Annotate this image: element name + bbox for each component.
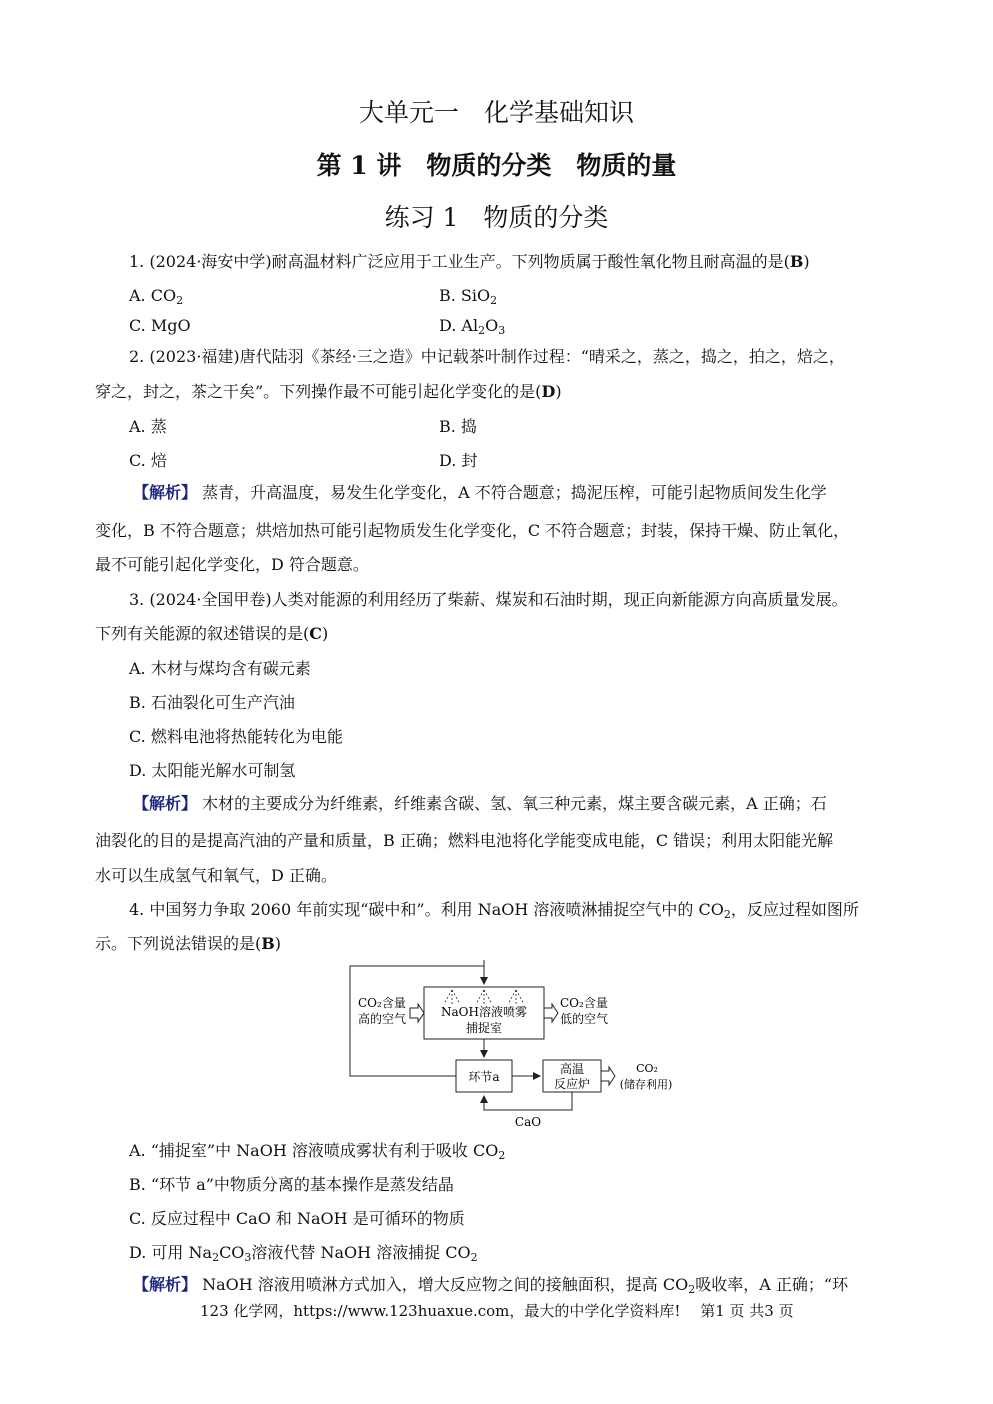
q2-stem-line2: 穿之，封之，茶之干矣”。下列操作最不可能引起化学变化的是(D) [95,382,562,401]
q2-option-b: B. 捣 [439,417,477,436]
q3-stem-line2: 下列有关能源的叙述错误的是(C) [95,624,329,643]
q2-option-a: A. 蒸 [129,417,167,436]
output-label-1: CO₂ [636,1062,658,1075]
q2-analysis-line3: 最不可能引起化学变化，D 符合题意。 [95,555,369,574]
q4-option-d: D. 可用 $Na_2CO_3$溶液代替 NaOH 溶液捕捉 $CO_2$ [129,1243,478,1264]
q1-option-c: C. MgO [129,316,191,335]
process-diagram [340,960,690,1135]
chamber-label-2: 捕捉室 [465,1021,503,1035]
q1-answer: B [789,252,804,271]
q4-option-c: C. 反应过程中 CaO 和 NaOH 是可循环的物质 [129,1209,465,1228]
q3-option-d: D. 太阳能光解水可制氢 [129,761,296,780]
lecture-title: 第 1 讲 物质的分类 物质的量 [316,151,677,180]
q2-stem-line1: 2. (2023·福建)唐代陆羽《茶经·三之造》中记载茶叶制作过程：“晴采之，蒸之，捣之，拍之，焙之， [129,347,845,366]
q1-option-d: D. $Al_2O_3$ [439,316,506,337]
q4-stem-line2: 示。下列说法错误的是(B) [95,934,282,953]
q2-answer: D [541,382,556,401]
analysis-tag: 【解析】 [133,794,198,813]
chamber-label-1: NaOH溶液喷雾 [441,1005,527,1019]
q4-option-b: B. “环节 a”中物质分离的基本操作是蒸发结晶 [129,1175,454,1194]
right-hollow-arrow [544,1004,558,1022]
output-hollow-arrow [601,1067,615,1085]
cao-label: CaO [514,1115,542,1129]
q1-stem: 1. (2024·海安中学)耐高温材料广泛应用于工业生产。下列物质属于酸性氧化物且耐高温的是(B) [129,252,810,271]
q4-stem-line1: 4. 中国努力争取 2060 年前实现“碳中和”。利用 NaOH 溶液喷淋捕捉空气中的 $CO_2$，反应过程如图所 [129,900,859,921]
right-label-1: CO₂含量 [560,996,608,1010]
analysis-tag: 【解析】 [133,483,198,502]
q4-option-a: A. “捕捉室”中 NaOH 溶液喷成雾状有利于吸收 $CO_2$ [129,1141,506,1162]
step-a-label: 环节a [468,1070,500,1084]
output-label-2: (储存利用) [619,1078,673,1091]
page-footer: 123 化学网，https://www.123huaxue.com，最大的中学化学资料库! 第1 页 共3 页 [200,1302,794,1320]
q3-analysis-line3: 水可以生成氢气和氧气，D 正确。 [95,866,337,885]
q4-analysis-line1: 【解析】 NaOH 溶液用喷淋方式加入，增大反应物之间的接触面积，提高 $CO_2$吸收率，A 正确；“环 [133,1275,849,1296]
q2-option-c: C. 焙 [129,451,167,470]
q2-analysis-line2: 变化，B 不符合题意；烘焙加热可能引起物质发生化学变化，C 不符合题意；封装，保持干燥、防止氧化， [95,521,850,540]
q1-option-b: B. SiO$_2$ [439,286,498,307]
q3-option-a: A. 木材与煤均含有碳元素 [129,659,311,678]
q2-option-d: D. 封 [439,451,478,470]
left-label-2: 高的空气 [358,1012,407,1026]
unit-title: 大单元一 化学基础知识 [358,98,634,127]
q3-option-c: C. 燃料电池将热能转化为电能 [129,727,343,746]
q3-stem-line1: 3. (2024·全国甲卷)人类对能源的利用经历了柴薪、煤炭和石油时期，现正向新能源方向高质量发展。 [129,590,848,609]
q3-answer: C [309,624,322,643]
cao-return-line [484,1092,572,1110]
furnace-label-2: 反应炉 [553,1077,591,1091]
q3-analysis-line1: 【解析】 木材的主要成分为纤维素，纤维素含碳、氢、氧三种元素，煤主要含碳元素，A 正确；石 [133,794,827,813]
q3-option-b: B. 石油裂化可生产汽油 [129,693,295,712]
right-label-2: 低的空气 [560,1012,609,1026]
left-label-1: CO₂含量 [358,996,406,1010]
left-hollow-arrow [410,1004,424,1022]
q3-analysis-line2: 油裂化的目的是提高汽油的产量和质量，B 正确；燃料电池将化学能变成电能，C 错误；利用太阳能光解 [95,831,834,850]
analysis-tag: 【解析】 [133,1275,198,1294]
q4-answer: B [261,934,275,953]
furnace-label-1: 高温 [559,1062,585,1076]
q1-option-a: A. $CO_2$ [129,286,184,307]
q2-analysis-line1: 【解析】 蒸青，升高温度，易发生化学变化，A 不符合题意；捣泥压榨，可能引起物质间发生化学 [133,483,827,502]
practice-title: 练习 1 物质的分类 [384,203,609,232]
